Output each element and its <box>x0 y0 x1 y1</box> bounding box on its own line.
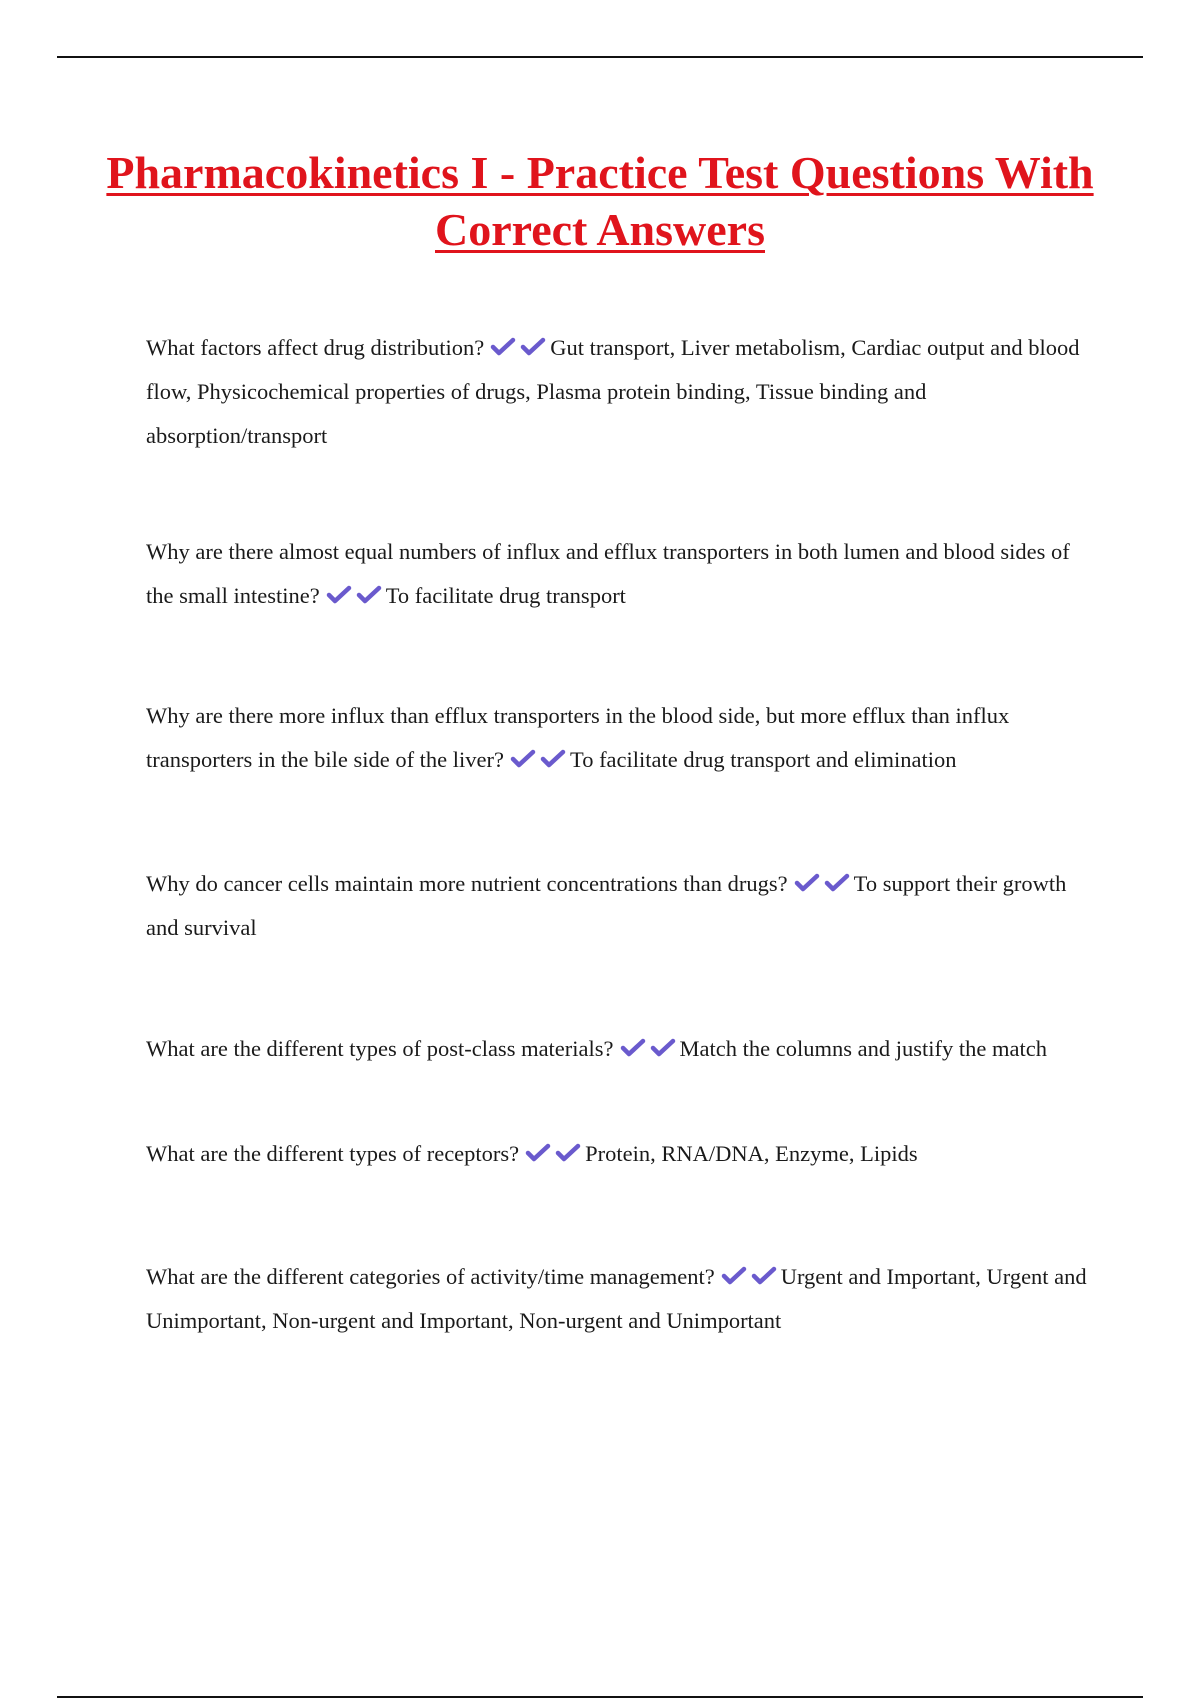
header-rule <box>57 56 1143 58</box>
question-text: What factors affect drug distribution? <box>146 335 485 360</box>
check-icon <box>488 336 518 358</box>
question-text: What are the different categories of activity/time management? <box>146 1264 715 1289</box>
answer-text: To support their growth and survival <box>146 871 1067 940</box>
qa-item-2 <box>146 530 1096 618</box>
double-check-icon <box>792 871 852 896</box>
check-icon <box>324 584 354 606</box>
answer-text: To facilitate drug transport and elimination <box>570 747 957 772</box>
check-icon <box>618 1037 648 1059</box>
footer-rule <box>57 1696 1143 1698</box>
check-icon <box>719 1265 749 1287</box>
qa-item-7 <box>146 1255 1096 1343</box>
check-icon <box>648 1037 678 1059</box>
question-text: Why are there almost equal numbers of influx and efflux transporters in both lumen and blood sides of the small intestine? <box>146 539 1070 608</box>
check-icon <box>822 872 852 894</box>
check-icon <box>518 336 548 358</box>
check-icon <box>792 872 822 894</box>
question-text: What are the different types of receptors? <box>146 1141 520 1166</box>
check-icon <box>508 748 538 770</box>
question-text: Why are there more influx than efflux transporters in the blood side, but more efflux than influx transporters in the bile side of the liver? <box>146 703 1010 772</box>
check-icon <box>749 1265 779 1287</box>
answer-text: Urgent and Important, Urgent and Unimportant, Non-urgent and Important, Non-urgent and Unimportant <box>146 1264 1087 1333</box>
document-title: Pharmacokinetics I - Practice Test Questions With Correct Answers <box>106 147 1094 255</box>
qa-item-3 <box>146 694 1096 782</box>
double-check-icon <box>488 335 548 360</box>
check-icon <box>523 1142 553 1164</box>
answer-text: To facilitate drug transport <box>385 583 626 608</box>
answer-text: Match the columns and justify the match <box>679 1036 1047 1061</box>
qa-item-5 <box>146 1027 1096 1071</box>
double-check-icon <box>523 1141 583 1166</box>
qa-item-4 <box>146 862 1096 950</box>
qa-item-6 <box>146 1132 1096 1176</box>
double-check-icon <box>508 747 568 772</box>
question-text: Why do cancer cells maintain more nutrient concentrations than drugs? <box>146 871 788 896</box>
double-check-icon <box>719 1264 779 1289</box>
check-icon <box>553 1142 583 1164</box>
question-text: What are the different types of post-class materials? <box>146 1036 614 1061</box>
check-icon <box>538 748 568 770</box>
check-icon <box>354 584 384 606</box>
qa-item-1 <box>146 326 1096 458</box>
answer-text: Protein, RNA/DNA, Enzyme, Lipids <box>585 1141 918 1166</box>
answer-text: Gut transport, Liver metabolism, Cardiac output and blood flow, Physicochemical properties of drugs, Plasma protein binding, Tissue binding and absorption/transport <box>146 335 1080 448</box>
double-check-icon <box>618 1036 678 1061</box>
double-check-icon <box>324 583 384 608</box>
